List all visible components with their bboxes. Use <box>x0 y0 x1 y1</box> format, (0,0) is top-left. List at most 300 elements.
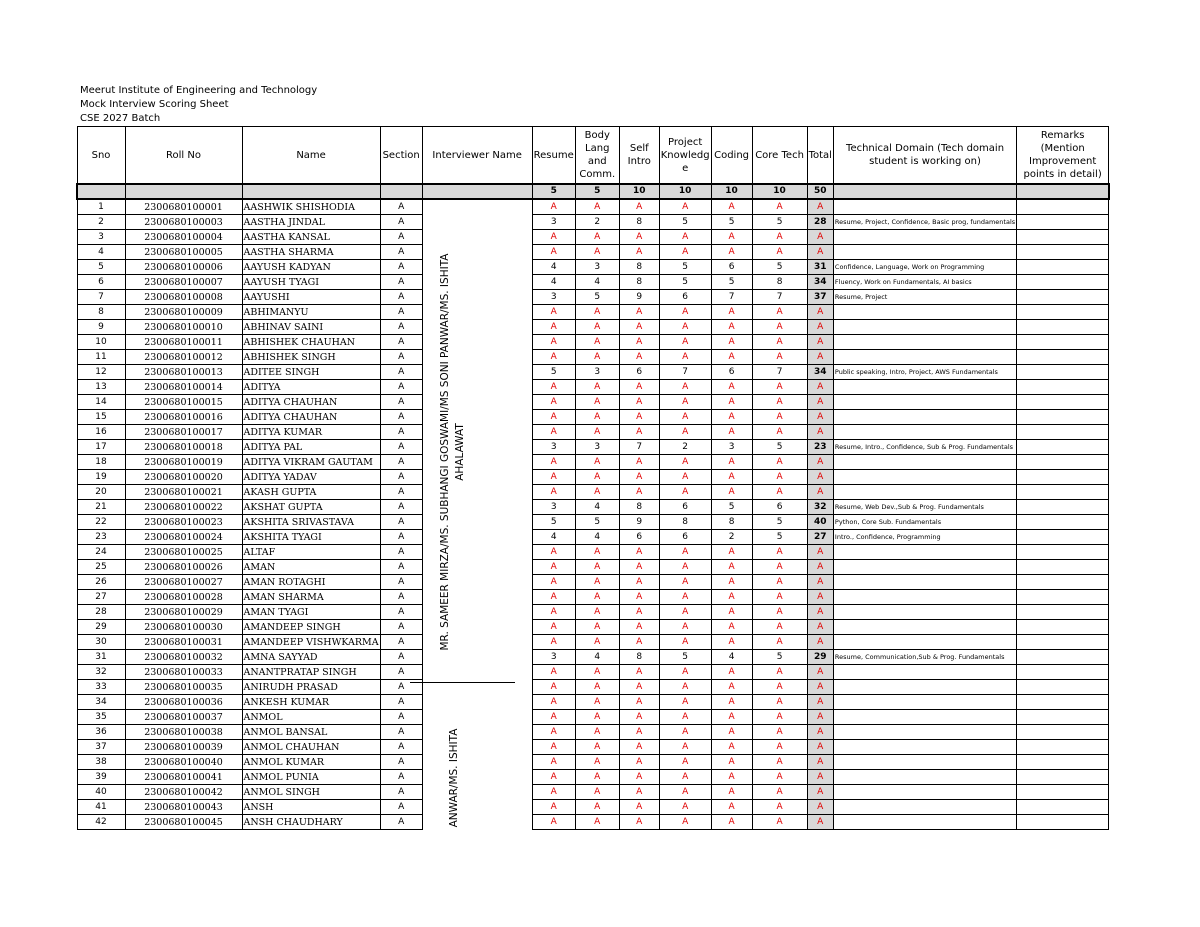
name-cell: ADITYA CHAUHAN <box>242 410 380 425</box>
table-row <box>77 740 1109 755</box>
interviewer-cell <box>422 800 532 815</box>
total-cell: A <box>807 785 833 800</box>
total-cell: A <box>807 710 833 725</box>
core-tech-cell: 7 <box>752 365 807 380</box>
coding-cell: 6 <box>711 365 752 380</box>
interviewer-cell <box>422 215 532 230</box>
self-intro-cell: 6 <box>619 365 659 380</box>
table-row <box>77 710 1109 725</box>
section-cell: A <box>380 620 422 635</box>
remarks-cell <box>833 335 1016 350</box>
self-intro-cell: 9 <box>619 290 659 305</box>
coding-cell: A <box>711 455 752 470</box>
roll-cell: 2300680100045 <box>125 815 242 830</box>
total-cell: A <box>807 320 833 335</box>
roll-cell: 2300680100024 <box>125 530 242 545</box>
table-row <box>77 470 1109 485</box>
project-cell: A <box>659 560 711 575</box>
roll-cell: 2300680100012 <box>125 350 242 365</box>
table-row <box>77 590 1109 605</box>
roll-cell: 2300680100017 <box>125 425 242 440</box>
remarks-extra-cell <box>1017 545 1109 560</box>
name-cell: ADITYA KUMAR <box>242 425 380 440</box>
self-intro-cell: A <box>619 770 659 785</box>
body-lang-cell: A <box>575 695 619 710</box>
section-cell: A <box>380 680 422 695</box>
table-row <box>77 305 1109 320</box>
remarks-extra-cell <box>1017 350 1109 365</box>
interviewer-group-2: ANWAR/MS. ISHITA <box>448 728 460 828</box>
name-cell: AMNA SAYYAD <box>242 650 380 665</box>
self-intro-cell: A <box>619 815 659 830</box>
remarks-extra-cell <box>1017 650 1109 665</box>
body-lang-cell: A <box>575 635 619 650</box>
roll-cell: 2300680100019 <box>125 455 242 470</box>
remarks-extra-cell <box>1017 365 1109 380</box>
section-cell: A <box>380 710 422 725</box>
coding-cell: A <box>711 785 752 800</box>
resume-cell: A <box>532 785 575 800</box>
project-cell: A <box>659 485 711 500</box>
remarks-extra-cell <box>1017 470 1109 485</box>
body-lang-cell: A <box>575 800 619 815</box>
roll-cell: 2300680100026 <box>125 560 242 575</box>
body-lang-cell: A <box>575 680 619 695</box>
name-cell: ANMOL BANSAL <box>242 725 380 740</box>
batch-label: CSE 2027 Batch <box>80 113 161 124</box>
total-cell: A <box>807 665 833 680</box>
roll-cell: 2300680100023 <box>125 515 242 530</box>
core-tech-cell: A <box>752 710 807 725</box>
coding-cell: 6 <box>711 260 752 275</box>
roll-cell: 2300680100004 <box>125 230 242 245</box>
interviewer-group-1-line1: MR. SAMEER MIRZA/MS. SUBHANGI GOSWAMI/MS SONI PANWAR/MS. ISHITA <box>439 253 451 651</box>
coding-cell: 3 <box>711 440 752 455</box>
roll-cell: 2300680100025 <box>125 545 242 560</box>
total-cell: 31 <box>807 260 833 275</box>
coding-cell: A <box>711 350 752 365</box>
section-cell: A <box>380 530 422 545</box>
body-lang-cell: 2 <box>575 215 619 230</box>
name-cell: AMANDEEP SINGH <box>242 620 380 635</box>
core-tech-cell: A <box>752 785 807 800</box>
header-row <box>77 127 1109 185</box>
self-intro-cell: 6 <box>619 530 659 545</box>
coding-cell: A <box>711 425 752 440</box>
resume-cell: A <box>532 590 575 605</box>
remarks-extra-cell <box>1017 635 1109 650</box>
roll-cell: 2300680100001 <box>125 199 242 215</box>
self-intro-cell: A <box>619 320 659 335</box>
resume-cell: A <box>532 635 575 650</box>
interviewer-cell <box>422 740 532 755</box>
section-cell: A <box>380 380 422 395</box>
total-cell: A <box>807 695 833 710</box>
coding-cell: 7 <box>711 290 752 305</box>
table-row <box>77 335 1109 350</box>
roll-cell: 2300680100043 <box>125 800 242 815</box>
coding-cell: A <box>711 680 752 695</box>
remarks-cell <box>833 485 1016 500</box>
remarks-extra-cell <box>1017 485 1109 500</box>
roll-cell: 2300680100042 <box>125 785 242 800</box>
section-cell: A <box>380 770 422 785</box>
coding-cell: A <box>711 380 752 395</box>
self-intro-cell: A <box>619 199 659 215</box>
interviewer-cell <box>422 815 532 830</box>
body-lang-cell: 4 <box>575 650 619 665</box>
remarks-extra-cell <box>1017 500 1109 515</box>
resume-cell: A <box>532 245 575 260</box>
total-cell: 37 <box>807 290 833 305</box>
table-row <box>77 770 1109 785</box>
table-row <box>77 815 1109 830</box>
core-tech-cell: A <box>752 815 807 830</box>
remarks-extra-cell <box>1017 275 1109 290</box>
sno-cell: 28 <box>77 605 125 620</box>
resume-cell: 5 <box>532 365 575 380</box>
coding-cell: A <box>711 815 752 830</box>
section-cell: A <box>380 650 422 665</box>
table-row <box>77 395 1109 410</box>
roll-cell: 2300680100014 <box>125 380 242 395</box>
name-cell: ANMOL PUNIA <box>242 770 380 785</box>
remarks-cell <box>833 725 1016 740</box>
table-row <box>77 545 1109 560</box>
section-cell: A <box>380 290 422 305</box>
roll-cell: 2300680100010 <box>125 320 242 335</box>
resume-cell: A <box>532 335 575 350</box>
name-cell: AAYUSH KADYAN <box>242 260 380 275</box>
resume-cell: A <box>532 755 575 770</box>
body-lang-cell: 5 <box>575 290 619 305</box>
sno-cell: 26 <box>77 575 125 590</box>
project-cell: A <box>659 305 711 320</box>
project-cell: A <box>659 605 711 620</box>
name-cell: AASTHA SHARMA <box>242 245 380 260</box>
name-cell: ADITYA VIKRAM GAUTAM <box>242 455 380 470</box>
table-row <box>77 650 1109 665</box>
max-project: 10 <box>659 184 711 199</box>
name-cell: ANKESH KUMAR <box>242 695 380 710</box>
resume-cell: A <box>532 740 575 755</box>
coding-cell: A <box>711 635 752 650</box>
project-cell: A <box>659 710 711 725</box>
project-cell: A <box>659 665 711 680</box>
project-cell: A <box>659 380 711 395</box>
name-cell: AMANDEEP VISHWKARMA <box>243 636 379 648</box>
resume-cell: 4 <box>532 260 575 275</box>
core-tech-cell: A <box>752 605 807 620</box>
section-cell: A <box>380 515 422 530</box>
roll-cell: 2300680100007 <box>125 275 242 290</box>
table-row <box>77 350 1109 365</box>
body-lang-cell: A <box>575 455 619 470</box>
sno-cell: 23 <box>77 530 125 545</box>
name-cell: ABHISHEK SINGH <box>242 350 380 365</box>
project-cell: 5 <box>659 260 711 275</box>
body-lang-cell: A <box>575 350 619 365</box>
roll-cell: 2300680100003 <box>125 215 242 230</box>
core-tech-cell: A <box>752 695 807 710</box>
total-cell: A <box>807 740 833 755</box>
table-row <box>77 515 1109 530</box>
name-cell: AASTHA JINDAL <box>242 215 380 230</box>
project-cell: A <box>659 575 711 590</box>
table-row <box>77 440 1109 455</box>
body-lang-cell: A <box>575 620 619 635</box>
body-lang-cell: A <box>575 199 619 215</box>
body-lang-cell: A <box>575 230 619 245</box>
roll-cell: 2300680100020 <box>125 470 242 485</box>
section-cell: A <box>380 560 422 575</box>
self-intro-cell: 8 <box>619 215 659 230</box>
body-lang-cell: 5 <box>575 515 619 530</box>
remarks-cell <box>833 560 1016 575</box>
project-cell: A <box>659 395 711 410</box>
sno-cell: 20 <box>77 485 125 500</box>
name-cell: AMAN <box>242 560 380 575</box>
interviewer-cell <box>422 710 532 725</box>
coding-cell: 4 <box>711 650 752 665</box>
section-cell: A <box>380 740 422 755</box>
project-cell: A <box>659 245 711 260</box>
resume-cell: A <box>532 695 575 710</box>
col-domain: Technical Domain (Tech domain student is working on) <box>833 127 1016 185</box>
name-cell: AMAN TYAGI <box>242 605 380 620</box>
total-cell: 27 <box>807 530 833 545</box>
total-cell: A <box>807 815 833 830</box>
section-cell: A <box>380 725 422 740</box>
section-cell: A <box>380 605 422 620</box>
max-blank <box>380 184 422 199</box>
total-cell: A <box>807 485 833 500</box>
remarks-extra-cell <box>1017 410 1109 425</box>
section-cell: A <box>380 199 422 215</box>
remarks-extra-cell <box>1017 740 1109 755</box>
sno-cell: 39 <box>77 770 125 785</box>
total-cell: A <box>807 605 833 620</box>
col-body-lang: Body Lang and Comm. <box>575 127 619 185</box>
remarks-extra-cell <box>1017 815 1109 830</box>
sno-cell: 42 <box>77 815 125 830</box>
project-cell: A <box>659 320 711 335</box>
section-cell: A <box>380 350 422 365</box>
self-intro-cell: A <box>619 455 659 470</box>
name-cell: ABHINAV SAINI <box>242 320 380 335</box>
total-cell: A <box>807 245 833 260</box>
resume-cell: A <box>532 560 575 575</box>
table-row <box>77 230 1109 245</box>
coding-cell: A <box>711 710 752 725</box>
remarks-cell <box>833 199 1016 215</box>
max-blank <box>1017 184 1109 199</box>
interviewer-divider <box>410 682 515 683</box>
interviewer-group-1 <box>438 234 470 670</box>
max-blank <box>77 184 125 199</box>
core-tech-cell: A <box>752 560 807 575</box>
self-intro-cell: A <box>619 680 659 695</box>
sno-cell: 6 <box>77 275 125 290</box>
remarks-extra-cell <box>1017 440 1109 455</box>
table-row <box>77 425 1109 440</box>
remarks-cell <box>833 800 1016 815</box>
core-tech-cell: A <box>752 665 807 680</box>
name-cell: ANANTPRATAP SINGH <box>242 665 380 680</box>
roll-cell: 2300680100011 <box>125 335 242 350</box>
core-tech-cell: A <box>752 199 807 215</box>
remarks-cell <box>833 695 1016 710</box>
body-lang-cell: A <box>575 305 619 320</box>
resume-cell: A <box>532 725 575 740</box>
project-cell: A <box>659 770 711 785</box>
section-cell: A <box>380 260 422 275</box>
roll-cell: 2300680100033 <box>125 665 242 680</box>
project-cell: 6 <box>659 530 711 545</box>
core-tech-cell: A <box>752 725 807 740</box>
table-row <box>77 800 1109 815</box>
body-lang-cell: 4 <box>575 275 619 290</box>
body-lang-cell: A <box>575 590 619 605</box>
section-cell: A <box>380 275 422 290</box>
body-lang-cell: A <box>575 425 619 440</box>
remarks-extra-cell <box>1017 725 1109 740</box>
self-intro-cell: A <box>619 620 659 635</box>
roll-cell: 2300680100031 <box>125 635 242 650</box>
section-cell: A <box>380 500 422 515</box>
total-cell: 34 <box>807 365 833 380</box>
table-row <box>77 605 1109 620</box>
sno-cell: 37 <box>77 740 125 755</box>
resume-cell: 4 <box>532 275 575 290</box>
project-cell: A <box>659 545 711 560</box>
coding-cell: A <box>711 545 752 560</box>
core-tech-cell: A <box>752 755 807 770</box>
project-cell: 6 <box>659 500 711 515</box>
remarks-extra-cell <box>1017 245 1109 260</box>
project-cell: A <box>659 755 711 770</box>
sno-cell: 25 <box>77 560 125 575</box>
sno-cell: 29 <box>77 620 125 635</box>
interviewer-cell <box>422 755 532 770</box>
self-intro-cell: A <box>619 785 659 800</box>
table-row <box>77 530 1109 545</box>
resume-cell: A <box>532 770 575 785</box>
sheet-title: Mock Interview Scoring Sheet <box>80 99 229 110</box>
self-intro-cell: A <box>619 575 659 590</box>
total-cell: A <box>807 680 833 695</box>
remarks-extra-cell <box>1017 215 1109 230</box>
name-cell: ADITYA <box>242 380 380 395</box>
body-lang-cell: A <box>575 410 619 425</box>
self-intro-cell: A <box>619 665 659 680</box>
remarks-cell <box>833 470 1016 485</box>
remarks-cell: Resume, Project <box>833 290 1016 305</box>
interviewer-cell <box>422 199 532 215</box>
sno-cell: 31 <box>77 650 125 665</box>
remarks-cell <box>833 245 1016 260</box>
body-lang-cell: A <box>575 335 619 350</box>
section-cell: A <box>380 485 422 500</box>
roll-cell: 2300680100032 <box>125 650 242 665</box>
sno-cell: 33 <box>77 680 125 695</box>
sno-cell: 11 <box>77 350 125 365</box>
total-cell: A <box>807 425 833 440</box>
sno-cell: 17 <box>77 440 125 455</box>
core-tech-cell: A <box>752 635 807 650</box>
table-row <box>77 695 1109 710</box>
remarks-cell <box>833 605 1016 620</box>
body-lang-cell: A <box>575 320 619 335</box>
coding-cell: A <box>711 665 752 680</box>
body-lang-cell: A <box>575 725 619 740</box>
self-intro-cell: 8 <box>619 500 659 515</box>
roll-cell: 2300680100030 <box>125 620 242 635</box>
coding-cell: 5 <box>711 275 752 290</box>
resume-cell: A <box>532 380 575 395</box>
section-cell: A <box>380 230 422 245</box>
sno-cell: 9 <box>77 320 125 335</box>
self-intro-cell: A <box>619 245 659 260</box>
total-cell: A <box>807 755 833 770</box>
project-cell: A <box>659 470 711 485</box>
coding-cell: A <box>711 335 752 350</box>
name-cell: AMAN ROTAGHI <box>242 575 380 590</box>
remarks-cell: Intro., Confidence, Programming <box>833 530 1016 545</box>
sno-cell: 5 <box>77 260 125 275</box>
name-cell: AKSHAT GUPTA <box>242 500 380 515</box>
remarks-cell: Resume, Web Dev.,Sub & Prog. Fundamentals <box>833 500 1016 515</box>
self-intro-cell: A <box>619 755 659 770</box>
name-cell: ADITYA YADAV <box>242 470 380 485</box>
project-cell: 8 <box>659 515 711 530</box>
resume-cell: A <box>532 350 575 365</box>
total-cell: A <box>807 410 833 425</box>
sno-cell: 8 <box>77 305 125 320</box>
section-cell: A <box>380 755 422 770</box>
remarks-extra-cell <box>1017 260 1109 275</box>
project-cell: A <box>659 350 711 365</box>
remarks-extra-cell <box>1017 665 1109 680</box>
self-intro-cell: A <box>619 605 659 620</box>
resume-cell: 3 <box>532 440 575 455</box>
section-cell: A <box>380 545 422 560</box>
total-cell: A <box>807 770 833 785</box>
body-lang-cell: 4 <box>575 530 619 545</box>
remarks-extra-cell <box>1017 290 1109 305</box>
coding-cell: A <box>711 245 752 260</box>
coding-cell: A <box>711 590 752 605</box>
coding-cell: A <box>711 230 752 245</box>
table-row <box>77 485 1109 500</box>
sno-cell: 38 <box>77 755 125 770</box>
section-cell: A <box>380 395 422 410</box>
roll-cell: 2300680100041 <box>125 770 242 785</box>
table-row <box>77 680 1109 695</box>
remarks-cell <box>833 395 1016 410</box>
remarks-cell <box>833 230 1016 245</box>
table-row <box>77 575 1109 590</box>
col-resume: Resume <box>532 127 575 185</box>
max-total: 50 <box>807 184 833 199</box>
total-cell: 23 <box>807 440 833 455</box>
max-body-lang: 5 <box>575 184 619 199</box>
max-blank <box>422 184 532 199</box>
roll-cell: 2300680100038 <box>125 725 242 740</box>
core-tech-cell: A <box>752 230 807 245</box>
remarks-extra-cell <box>1017 620 1109 635</box>
core-tech-cell: A <box>752 350 807 365</box>
